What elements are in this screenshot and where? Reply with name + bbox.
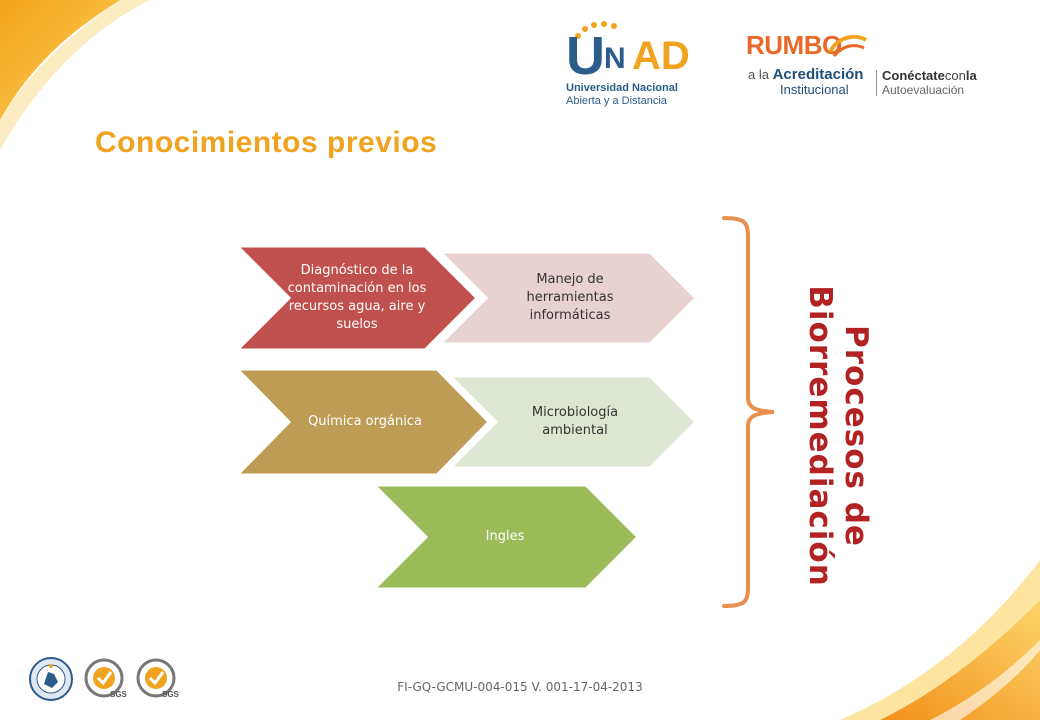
chevron-label-diagnostico: Diagnóstico de la contaminación en los recursos agua, aire y suelos (287, 263, 427, 332)
chevron-label-ingles: Ingles (485, 529, 525, 544)
rumbo-line1-prefix: a la (748, 67, 769, 82)
rumbo-tagline-line2: Autoevaluación (882, 83, 965, 97)
rumbo-tagline-bold: Conéctate (882, 68, 945, 83)
chevron-label-microbiologia: Microbiología ambiental (531, 405, 619, 438)
colombia-seal-icon (28, 656, 74, 702)
rumbo-tagline-mid: con (944, 68, 966, 83)
unad-mark-u: U (566, 26, 605, 86)
unad-mark-ad: AD (632, 34, 690, 78)
slide-title: Conocimientos previos (95, 126, 438, 159)
rumbo-brand: RUMBO (746, 30, 842, 60)
side-title: Procesos de Biorremediación (802, 285, 874, 587)
footer-code: FI-GQ-GCMU-004-015 V. 001-17-04-2013 (397, 680, 643, 694)
rumbo-line2: Institucional (780, 82, 849, 97)
unad-line2: Abierta y a Distancia (566, 95, 667, 107)
chevron-label-quimica: Química orgánica (308, 414, 422, 429)
rumbo-tagline-end: la (965, 68, 977, 83)
unad-mark-n: N (604, 42, 626, 75)
right-brace (716, 212, 786, 612)
chevron-label-manejo: Manejo de herramientas informáticas (526, 272, 614, 323)
sgs-label-1: SGS (110, 690, 127, 699)
unad-line1: Universidad Nacional (566, 82, 678, 94)
rumbo-line1-bold: Acreditación (772, 66, 864, 83)
sgs-label-2: SGS (162, 690, 179, 699)
